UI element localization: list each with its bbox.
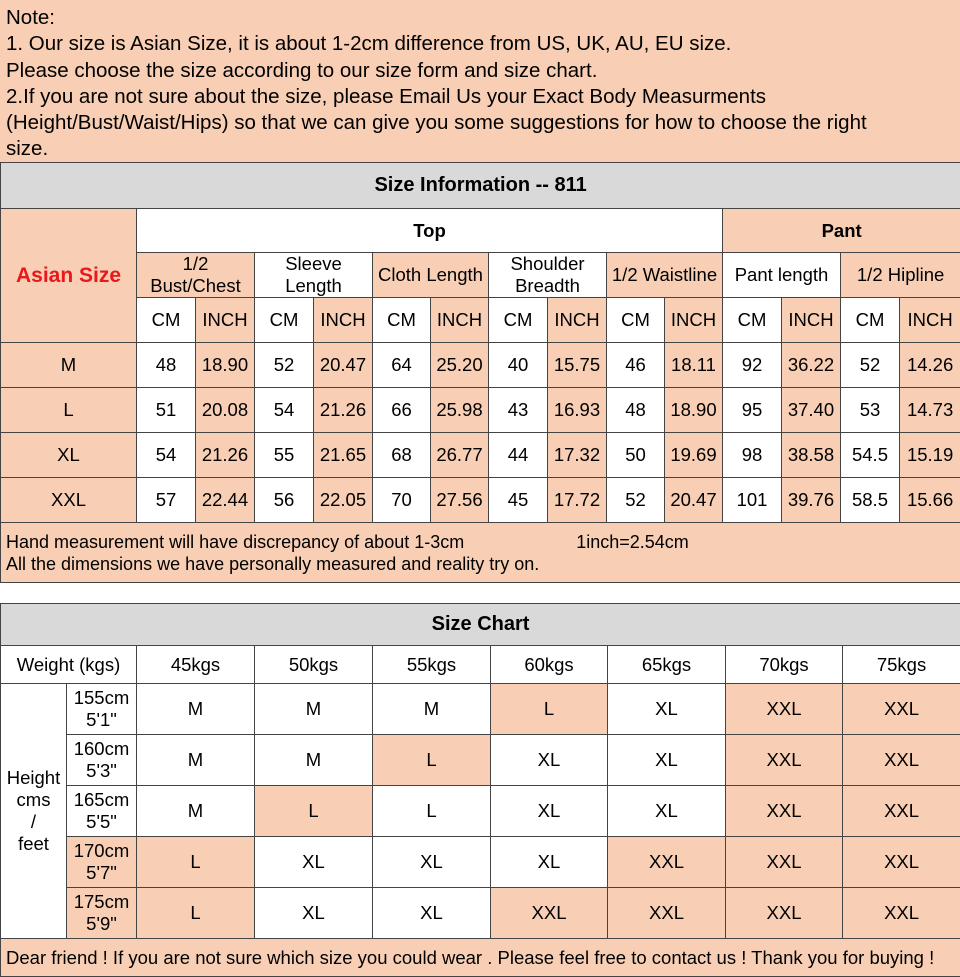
table-cell: 48 <box>137 343 196 388</box>
table-cell: 45 <box>489 478 548 523</box>
height-cell: 165cm 5'5" <box>67 786 137 837</box>
table-cell: 21.26 <box>196 433 255 478</box>
table-cell: 17.72 <box>548 478 607 523</box>
note-block <box>0 0 960 162</box>
footnote-measured: All the dimensions we have personally measured and reality try on. <box>6 553 540 574</box>
shoulder-breadth-header: Shoulder Breadth <box>489 253 607 298</box>
note-line: Please choose the size according to our size form and size chart. <box>6 58 598 82</box>
table-cell: 16.93 <box>548 388 607 433</box>
note-line: (Height/Bust/Waist/Hips) so that we can give you some suggestions for how to choose the right <box>6 111 867 135</box>
table-cell: 15.66 <box>900 478 960 523</box>
table-cell: 15.75 <box>548 343 607 388</box>
table-cell: 25.20 <box>431 343 489 388</box>
height-cell: 155cm 5'1" <box>67 684 137 735</box>
table-cell: 40 <box>489 343 548 388</box>
size-cell: XL <box>491 837 608 888</box>
table-cell: 46 <box>607 343 665 388</box>
weight-header: 50kgs <box>255 646 373 684</box>
pant-header: Pant <box>723 209 960 253</box>
unit-cm: CM <box>841 298 900 343</box>
table-cell: 37.40 <box>782 388 841 433</box>
size-cell-highlighted: L <box>255 786 373 837</box>
size-cell: M <box>137 735 255 786</box>
table-cell: 66 <box>373 388 431 433</box>
size-cell: M <box>255 735 373 786</box>
note-line: Note: <box>6 6 55 29</box>
table-row <box>1 343 960 388</box>
table-cell: 51 <box>137 388 196 433</box>
table-cell: 36.22 <box>782 343 841 388</box>
size-cell: XL <box>373 837 491 888</box>
table-cell: 56 <box>255 478 314 523</box>
size-cell-highlighted: XXL <box>843 888 960 939</box>
note-line: size. <box>6 137 49 161</box>
size-cell: XL <box>608 786 726 837</box>
table-cell: 20.08 <box>196 388 255 433</box>
size-cell: XL <box>491 786 608 837</box>
note-line: 2.If you are not sure about the size, please Email Us your Exact Body Measurments <box>6 84 767 108</box>
footnote-conversion: 1inch=2.54cm <box>576 531 689 552</box>
table-row <box>1 433 960 478</box>
size-cell-highlighted: XXL <box>726 837 843 888</box>
weight-header: 70kgs <box>726 646 843 684</box>
size-cell-highlighted: XXL <box>726 684 843 735</box>
unit-row <box>1 298 960 343</box>
cloth-length-header: Cloth Length <box>373 253 489 298</box>
table-row <box>1 735 960 786</box>
size-cell-highlighted: L <box>137 837 255 888</box>
height-label: Height cms / feet <box>1 684 67 939</box>
table-cell: 20.47 <box>665 478 723 523</box>
height-cell: 175cm 5'9" <box>67 888 137 939</box>
table-row <box>1 786 960 837</box>
table-cell: 26.77 <box>431 433 489 478</box>
unit-inch: INCH <box>314 298 373 343</box>
size-cell-highlighted: XXL <box>726 888 843 939</box>
contact-footer: Dear friend ! If you are not sure which size you could wear . Please feel free to contact us ! Thank you for buying ! <box>1 939 960 977</box>
hipline-header: 1/2 Hipline <box>841 253 960 298</box>
size-cell-highlighted: XXL <box>726 786 843 837</box>
measurement-footnote <box>1 523 960 583</box>
table-cell: 14.73 <box>900 388 960 433</box>
table-cell: 43 <box>489 388 548 433</box>
note-line: 1. Our size is Asian Size, it is about 1-2cm difference from US, UK, AU, EU size. <box>6 32 732 56</box>
weight-header: 45kgs <box>137 646 255 684</box>
size-label: XXL <box>1 478 137 523</box>
weight-header: 55kgs <box>373 646 491 684</box>
footnote-discrepancy: Hand measurement will have discrepancy of about 1-3cm <box>6 531 465 552</box>
size-chart-table <box>0 603 960 977</box>
unit-inch: INCH <box>782 298 841 343</box>
size-information-title: Size Information -- 811 <box>1 163 960 209</box>
table-cell: 18.11 <box>665 343 723 388</box>
table-cell: 17.32 <box>548 433 607 478</box>
table-cell: 53 <box>841 388 900 433</box>
table-cell: 92 <box>723 343 782 388</box>
table-cell: 19.69 <box>665 433 723 478</box>
size-label: L <box>1 388 137 433</box>
size-cell-highlighted: XXL <box>726 735 843 786</box>
table-row <box>1 388 960 433</box>
weight-header-row <box>1 646 960 684</box>
table-cell: 64 <box>373 343 431 388</box>
table-cell: 39.76 <box>782 478 841 523</box>
size-cell-highlighted: XXL <box>491 888 608 939</box>
table-cell: 68 <box>373 433 431 478</box>
table-cell: 52 <box>841 343 900 388</box>
size-cell: M <box>137 684 255 735</box>
size-cell: XL <box>373 888 491 939</box>
size-label: M <box>1 343 137 388</box>
table-cell: 52 <box>607 478 665 523</box>
table-row <box>1 684 960 735</box>
table-cell: 21.26 <box>314 388 373 433</box>
size-cell-highlighted: L <box>373 735 491 786</box>
weight-header: 65kgs <box>608 646 726 684</box>
unit-inch: INCH <box>548 298 607 343</box>
table-cell: 44 <box>489 433 548 478</box>
table-cell: 27.56 <box>431 478 489 523</box>
size-cell-highlighted: XXL <box>843 684 960 735</box>
table-cell: 98 <box>723 433 782 478</box>
size-information-table <box>0 162 960 583</box>
table-cell: 55 <box>255 433 314 478</box>
table-cell: 95 <box>723 388 782 433</box>
size-cell: L <box>373 786 491 837</box>
size-cell-highlighted: XXL <box>843 735 960 786</box>
size-cell-highlighted: XXL <box>608 837 726 888</box>
table-cell: 101 <box>723 478 782 523</box>
unit-cm: CM <box>489 298 548 343</box>
waistline-header: 1/2 Waistline <box>607 253 723 298</box>
height-cell: 160cm 5'3" <box>67 735 137 786</box>
table-cell: 38.58 <box>782 433 841 478</box>
table-row <box>1 478 960 523</box>
size-cell: XL <box>255 837 373 888</box>
size-cell-highlighted: XXL <box>843 786 960 837</box>
table-cell: 18.90 <box>665 388 723 433</box>
unit-cm: CM <box>607 298 665 343</box>
table-cell: 58.5 <box>841 478 900 523</box>
table-cell: 50 <box>607 433 665 478</box>
size-cell-highlighted: XXL <box>608 888 726 939</box>
size-chart-title: Size Chart <box>1 604 960 646</box>
size-cell: M <box>373 684 491 735</box>
table-cell: 54.5 <box>841 433 900 478</box>
size-cell-highlighted: L <box>491 684 608 735</box>
bust-chest-header: 1/2 Bust/Chest <box>137 253 255 298</box>
size-cell: XL <box>255 888 373 939</box>
top-header: Top <box>137 209 723 253</box>
table-cell: 15.19 <box>900 433 960 478</box>
asian-size-label: Asian Size <box>1 209 137 343</box>
sleeve-length-header: Sleeve Length <box>255 253 373 298</box>
unit-cm: CM <box>255 298 314 343</box>
table-cell: 52 <box>255 343 314 388</box>
pant-length-header: Pant length <box>723 253 841 298</box>
unit-cm: CM <box>137 298 196 343</box>
unit-inch: INCH <box>900 298 960 343</box>
table-cell: 18.90 <box>196 343 255 388</box>
table-cell: 48 <box>607 388 665 433</box>
weight-label: Weight (kgs) <box>1 646 137 684</box>
table-cell: 54 <box>137 433 196 478</box>
weight-header: 75kgs <box>843 646 960 684</box>
table-cell: 22.05 <box>314 478 373 523</box>
table-row <box>1 888 960 939</box>
table-cell: 20.47 <box>314 343 373 388</box>
table-row <box>1 837 960 888</box>
size-cell: M <box>137 786 255 837</box>
height-cell: 170cm 5'7" <box>67 837 137 888</box>
size-cell: XL <box>491 735 608 786</box>
size-cell-highlighted: XXL <box>843 837 960 888</box>
unit-inch: INCH <box>431 298 489 343</box>
table-cell: 54 <box>255 388 314 433</box>
unit-cm: CM <box>723 298 782 343</box>
table-cell: 57 <box>137 478 196 523</box>
table-cell: 22.44 <box>196 478 255 523</box>
size-cell: M <box>255 684 373 735</box>
unit-inch: INCH <box>196 298 255 343</box>
table-cell: 21.65 <box>314 433 373 478</box>
size-cell: XL <box>608 735 726 786</box>
table-cell: 25.98 <box>431 388 489 433</box>
size-cell: XL <box>608 684 726 735</box>
unit-inch: INCH <box>665 298 723 343</box>
size-cell-highlighted: L <box>137 888 255 939</box>
unit-cm: CM <box>373 298 431 343</box>
size-label: XL <box>1 433 137 478</box>
table-cell: 14.26 <box>900 343 960 388</box>
section-divider <box>0 583 960 603</box>
weight-header: 60kgs <box>491 646 608 684</box>
table-cell: 70 <box>373 478 431 523</box>
